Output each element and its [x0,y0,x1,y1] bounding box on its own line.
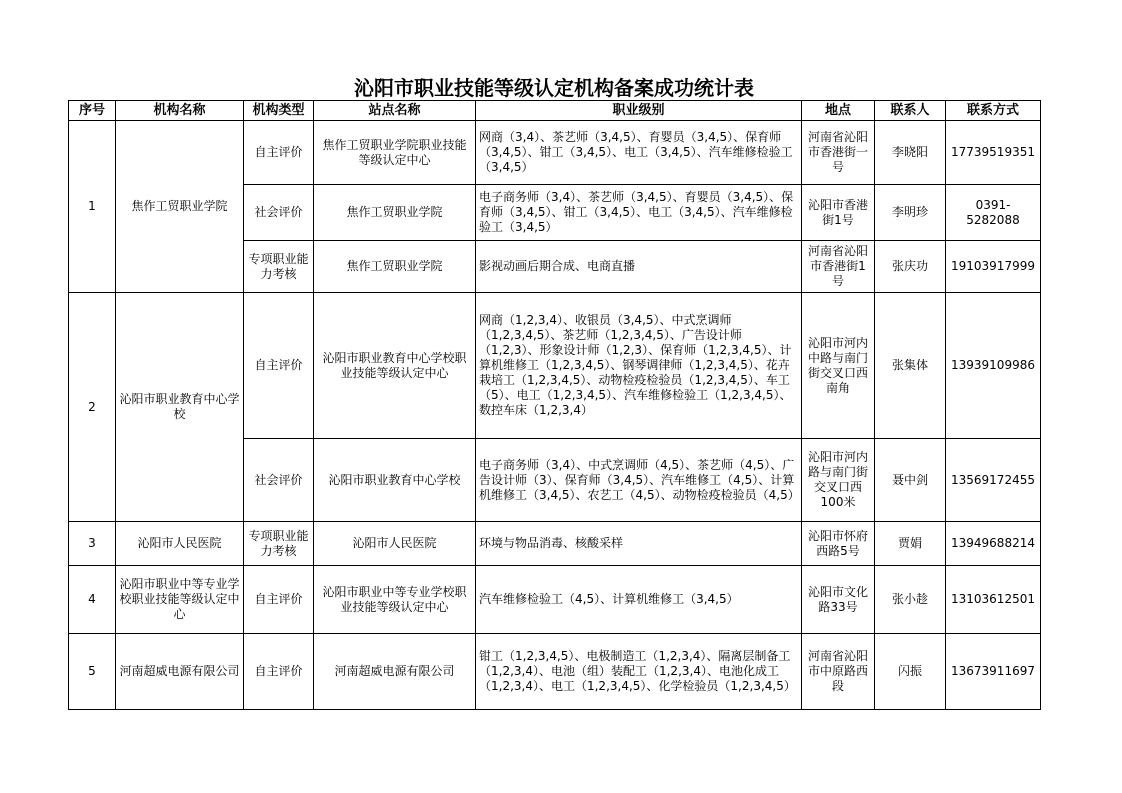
levels-cell: 电子商务师（3,4）、茶艺师（3,4,5）、育婴员（3,4,5）、保育师（3,4,5）、钳工（3,4,5）、电工（3,4,5）、汽车维修检验工（3,4,5） [476,185,802,241]
header-seq: 序号 [69,101,116,121]
phone-cell: 13569172455 [946,439,1041,522]
phone-cell: 19103917999 [946,241,1041,293]
phone-cell: 0391-5282088 [946,185,1041,241]
seq-cell: 3 [69,522,116,566]
seq-cell: 1 [69,121,116,293]
levels-cell: 环境与物品消毒、核酸采样 [476,522,802,566]
type-cell: 社会评价 [244,185,314,241]
phone-cell: 13673911697 [946,634,1041,710]
levels-cell: 网商（1,2,3,4）、收银员（3,4,5）、中式烹调师（1,2,3,4,5）、茶艺师（1,2,3,4,5）、广告设计师（1,2,3）、形象设计师（1,2,3）、保育师（1,2,3,4,5）、计算机维修工（1,2,3,4,5）、钢琴调律师（1,2,3,4,5）、花卉栽培工（1,2,3,4,5）、动物检疫检验员（1,2,3,4,5）、车工（5）、电工（1,2,3,4,5）、汽车维修检验工（1,2,3,4,5）、数控车床（1,2,3,4） [476,293,802,439]
type-cell: 自主评价 [244,293,314,439]
levels-cell: 钳工（1,2,3,4,5）、电极制造工（1,2,3,4）、隔离层制备工（1,2,3,4）、电池（组）装配工（1,2,3,4）、电池化成工（1,2,3,4）、电工（1,2,3,4,5）、化学检验员（1,2,3,4,5） [476,634,802,710]
table-row [69,293,1041,439]
site-cell: 焦作工贸职业学院 [314,185,476,241]
site-cell: 沁阳市职业教育中心学校职业技能等级认定中心 [314,293,476,439]
seq-cell: 2 [69,293,116,522]
site-cell: 焦作工贸职业学院职业技能等级认定中心 [314,121,476,185]
type-cell: 自主评价 [244,634,314,710]
contact-cell: 聂中剑 [875,439,946,522]
phone-cell: 17739519351 [946,121,1041,185]
levels-cell: 电子商务师（3,4）、中式烹调师（4,5）、茶艺师（4,5）、广告设计师（3）、保育师（3,4,5）、汽车维修工（4,5）、计算机维修工（3,4,5）、农艺工（4,5）、动物检疫检验员（4,5） [476,439,802,522]
org-cell: 沁阳市人民医院 [116,522,244,566]
header-site: 站点名称 [314,101,476,121]
type-cell: 专项职业能力考核 [244,241,314,293]
site-cell: 焦作工贸职业学院 [314,241,476,293]
levels-cell: 网商（3,4）、茶艺师（3,4,5）、育婴员（3,4,5）、保育师（3,4,5）、钳工（3,4,5）、电工（3,4,5）、汽车维修检验工（3,4,5） [476,121,802,185]
header-contact: 联系人 [875,101,946,121]
table-row [69,634,1041,710]
page-title: 沁阳市职业技能等级认定机构备案成功统计表 [354,76,754,100]
location-cell: 沁阳市文化路33号 [802,566,875,634]
site-cell: 沁阳市人民医院 [314,522,476,566]
type-cell: 自主评价 [244,121,314,185]
seq-cell: 5 [69,634,116,710]
location-cell: 沁阳市香港街1号 [802,185,875,241]
table-row [69,121,1041,185]
location-cell: 沁阳市河内中路与南门街交叉口西南角 [802,293,875,439]
header-levels: 职业级别 [476,101,802,121]
contact-cell: 张集体 [875,293,946,439]
contact-cell: 李明珍 [875,185,946,241]
contact-cell: 贾娟 [875,522,946,566]
levels-cell: 影视动画后期合成、电商直播 [476,241,802,293]
seq-cell: 4 [69,566,116,634]
contact-cell: 闪振 [875,634,946,710]
org-cell: 沁阳市职业中等专业学校职业技能等级认定中心 [116,566,244,634]
table-row [69,522,1041,566]
site-cell: 河南超威电源有限公司 [314,634,476,710]
header-phone: 联系方式 [946,101,1041,121]
org-cell: 沁阳市职业教育中心学校 [116,293,244,522]
location-cell: 沁阳市怀府西路5号 [802,522,875,566]
type-cell: 专项职业能力考核 [244,522,314,566]
table-row [69,566,1041,634]
header-org: 机构名称 [116,101,244,121]
header-type: 机构类型 [244,101,314,121]
contact-cell: 张庆功 [875,241,946,293]
contact-cell: 李晓阳 [875,121,946,185]
location-cell: 河南省沁阳市香港街1号 [802,241,875,293]
phone-cell: 13939109986 [946,293,1041,439]
levels-cell: 汽车维修检验工（4,5）、计算机维修工（3,4,5） [476,566,802,634]
phone-cell: 13949688214 [946,522,1041,566]
org-cell: 焦作工贸职业学院 [116,121,244,293]
location-cell: 河南省沁阳市中原路西段 [802,634,875,710]
type-cell: 自主评价 [244,566,314,634]
type-cell: 社会评价 [244,439,314,522]
site-cell: 沁阳市职业教育中心学校 [314,439,476,522]
org-cell: 河南超威电源有限公司 [116,634,244,710]
phone-cell: 13103612501 [946,566,1041,634]
location-cell: 沁阳市河内路与南门街交叉口西100米 [802,439,875,522]
contact-cell: 张小趁 [875,566,946,634]
registry-table [68,100,1041,710]
header-row [69,101,1041,121]
site-cell: 沁阳市职业中等专业学校职业技能等级认定中心 [314,566,476,634]
header-location: 地点 [802,101,875,121]
location-cell: 河南省沁阳市香港街一号 [802,121,875,185]
